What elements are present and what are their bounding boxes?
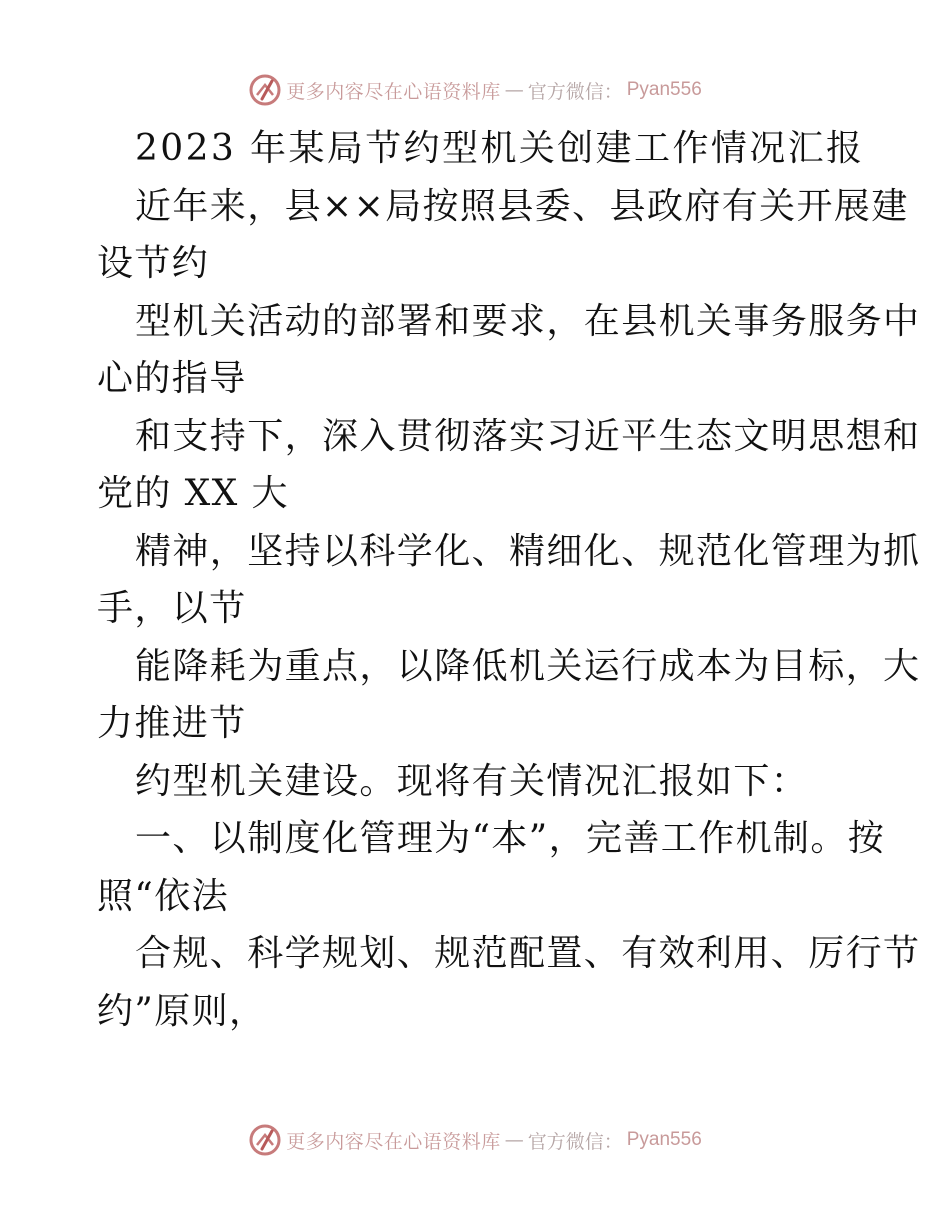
document-body	[97, 120, 921, 1040]
paragraph-line: 合规、科学规划、规范配置、有效利用、厉行节	[135, 933, 921, 974]
watermark-wechat-id: Pyan556	[626, 1129, 702, 1150]
watermark-wechat-id: Pyan556	[626, 79, 702, 100]
watermark-text: 更多内容尽在心语资料库	[286, 80, 501, 103]
book-pen-logo-icon	[248, 73, 282, 107]
paragraph-line: 党的 XX 大	[97, 473, 289, 514]
paragraph-line: 设节约	[97, 243, 210, 284]
paragraph-line: 力推进节	[97, 703, 247, 744]
paragraph-line: 约”原则，	[97, 990, 267, 1032]
header-watermark	[0, 70, 950, 110]
paragraph-line: 型机关活动的部署和要求，在县机关事务服务中	[135, 300, 921, 342]
paragraph-line: 手，以节	[97, 588, 247, 629]
paragraph-line: 能降耗为重点，以降低机关运行成本为目标，大	[135, 645, 921, 687]
footer-watermark	[0, 1120, 950, 1160]
paragraph-line: 心的指导	[97, 358, 247, 399]
watermark-label: 官方微信：	[527, 80, 623, 103]
paragraph-line: 和支持下，深入贯彻落实习近平生态文明思想和	[135, 415, 921, 457]
paragraph-line: 精神，坚持以科学化、精细化、规范化管理为抓	[135, 530, 921, 572]
paragraph-line: 照“依法	[97, 875, 230, 917]
paragraph-line: 约型机关建设。现将有关情况汇报如下：	[135, 760, 809, 802]
book-pen-logo-icon	[248, 1123, 282, 1157]
document-title: 2023 年某局节约型机关创建工作情况汇报	[135, 128, 865, 169]
paragraph-line: 近年来，县××局按照县委、县政府有关开展建	[135, 185, 909, 227]
watermark-text: 更多内容尽在心语资料库	[286, 1130, 501, 1153]
watermark-label: 官方微信：	[527, 1130, 623, 1153]
watermark-separator: —	[504, 79, 524, 101]
paragraph-line: 一、以制度化管理为“本”，完善工作机制。按	[135, 818, 886, 859]
watermark-separator: —	[504, 1129, 524, 1151]
